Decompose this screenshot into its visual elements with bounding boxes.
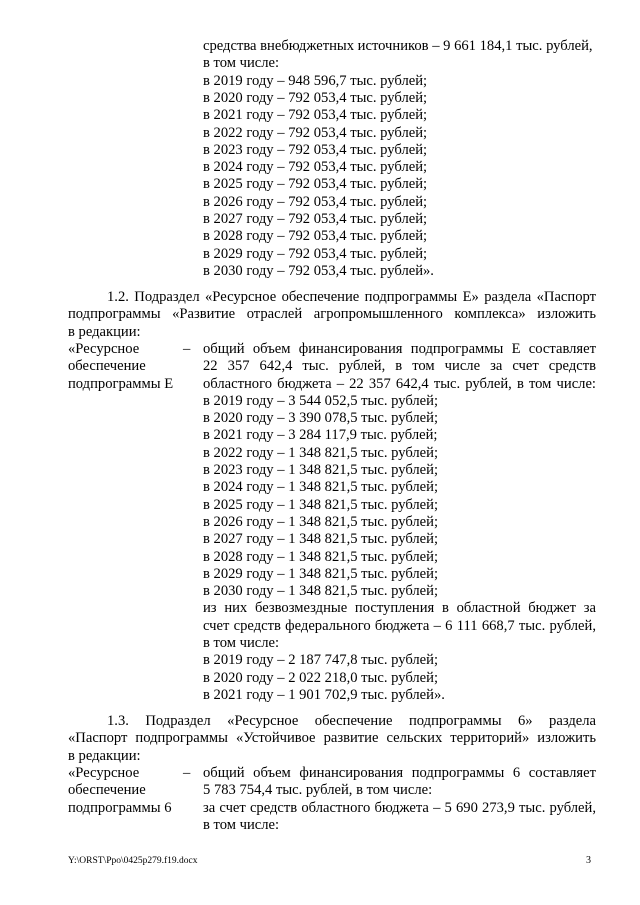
year-funding-line: в 2020 году – 3 390 078,5 тыс. рублей; <box>203 410 439 427</box>
funding-description-line: в том числе: <box>203 816 280 833</box>
label-dash: – <box>183 340 191 357</box>
year-funding-line: в 2028 году – 1 348 821,5 тыс. рублей; <box>203 548 439 565</box>
year-funding-line: в 2019 году – 3 544 052,5 тыс. рублей; <box>203 392 439 409</box>
label-dash: – <box>183 764 191 781</box>
funding-description-line: 22 357 642,4 тыс. рублей, в том числе за счет средств <box>203 358 596 375</box>
year-funding-line: в 2030 году – 792 053,4 тыс. рублей». <box>203 262 434 279</box>
year-funding-line: в 2021 году – 3 284 117,9 тыс. рублей; <box>203 427 438 444</box>
section-1-3-heading: 1.3. Подраздел «Ресурсное обеспечение подпрограммы 6» раздела <box>107 713 596 729</box>
funding-intro-line: средства внебюджетных источников – 9 661 184,1 тыс. рублей, <box>203 38 593 54</box>
year-funding-line: в 2029 году – 1 348 821,5 тыс. рублей; <box>203 565 439 582</box>
year-funding-line: в 2026 году – 792 053,4 тыс. рублей; <box>203 193 428 210</box>
federal-year-funding-line: в 2019 году – 2 187 747,8 тыс. рублей; <box>203 652 439 669</box>
year-funding-line: в 2026 году – 1 348 821,5 тыс. рублей; <box>203 513 439 530</box>
resource-label: подпрограммы Е <box>68 375 174 392</box>
funding-sub-line: в том числе: <box>203 55 280 72</box>
section-1-3-text-end: в редакции: <box>68 747 141 764</box>
funding-description-line: 5 783 754,4 тыс. рублей, в том числе: <box>203 782 433 799</box>
year-funding-line: в 2019 году – 948 596,7 тыс. рублей; <box>203 72 428 89</box>
footer-file-path: Y:\ORST\Ppo\0425p279.f19.docx <box>68 856 198 866</box>
resource-label: подпрограммы 6 <box>68 799 172 816</box>
year-funding-line: в 2022 году – 1 348 821,5 тыс. рублей; <box>203 444 439 461</box>
federal-funding-line: счет средств федерального бюджета – 6 111 668,7 тыс. рублей, <box>203 617 596 634</box>
year-funding-line: в 2028 году – 792 053,4 тыс. рублей; <box>203 228 428 245</box>
year-funding-line: в 2024 году – 1 348 821,5 тыс. рублей; <box>203 479 439 496</box>
federal-funding-line: в том числе: <box>203 635 280 651</box>
resource-label: обеспечение <box>68 782 146 799</box>
year-funding-line: в 2020 году – 792 053,4 тыс. рублей; <box>203 89 428 106</box>
funding-description-line: областного бюджета – 22 357 642,4 тыс. рублей, в том числе: <box>203 375 596 392</box>
section-1-2-text: подпрограммы «Развитие отраслей агропромышленного комплекса» изложить <box>68 306 596 323</box>
year-funding-line: в 2027 году – 792 053,4 тыс. рублей; <box>203 211 428 227</box>
year-funding-line: в 2029 году – 792 053,4 тыс. рублей; <box>203 245 428 262</box>
year-funding-line: в 2023 году – 792 053,4 тыс. рублей; <box>203 141 428 158</box>
section-1-3-text: «Паспорт подпрограммы «Устойчивое развитие сельских территорий» изложить <box>68 730 596 747</box>
section-1-2-text-end: в редакции: <box>68 323 141 340</box>
year-funding-line: в 2023 году – 1 348 821,5 тыс. рублей; <box>203 462 439 478</box>
resource-label: обеспечение <box>68 358 146 375</box>
federal-year-funding-line: в 2021 году – 1 901 702,9 тыс. рублей». <box>203 686 445 703</box>
section-1-2-heading: 1.2. Подраздел «Ресурсное обеспечение подпрограммы Е» раздела «Паспорт <box>107 289 596 305</box>
year-funding-line: в 2030 году – 1 348 821,5 тыс. рублей; <box>203 583 439 600</box>
funding-description-line: за счет средств областного бюджета – 5 690 273,9 тыс. рублей, <box>203 799 596 816</box>
year-funding-line: в 2021 году – 792 053,4 тыс. рублей; <box>203 107 428 124</box>
resource-label: «Ресурсное <box>68 764 140 781</box>
federal-year-funding-line: в 2020 году – 2 022 218,0 тыс. рублей; <box>203 669 439 686</box>
year-funding-line: в 2025 году – 792 053,4 тыс. рублей; <box>203 176 428 193</box>
year-funding-line: в 2027 году – 1 348 821,5 тыс. рублей; <box>203 531 439 548</box>
year-funding-line: в 2022 году – 792 053,4 тыс. рублей; <box>203 124 428 141</box>
federal-funding-line: из них безвозмездные поступления в областной бюджет за <box>203 600 596 617</box>
resource-label: «Ресурсное <box>68 340 140 357</box>
page-number: 3 <box>586 855 591 866</box>
year-funding-line: в 2024 году – 792 053,4 тыс. рублей; <box>203 159 428 176</box>
funding-description-line: общий объем финансирования подпрограммы 6 составляет <box>203 764 596 781</box>
year-funding-line: в 2025 году – 1 348 821,5 тыс. рублей; <box>203 496 439 513</box>
funding-description-line: общий объем финансирования подпрограммы Е составляет <box>203 340 596 357</box>
